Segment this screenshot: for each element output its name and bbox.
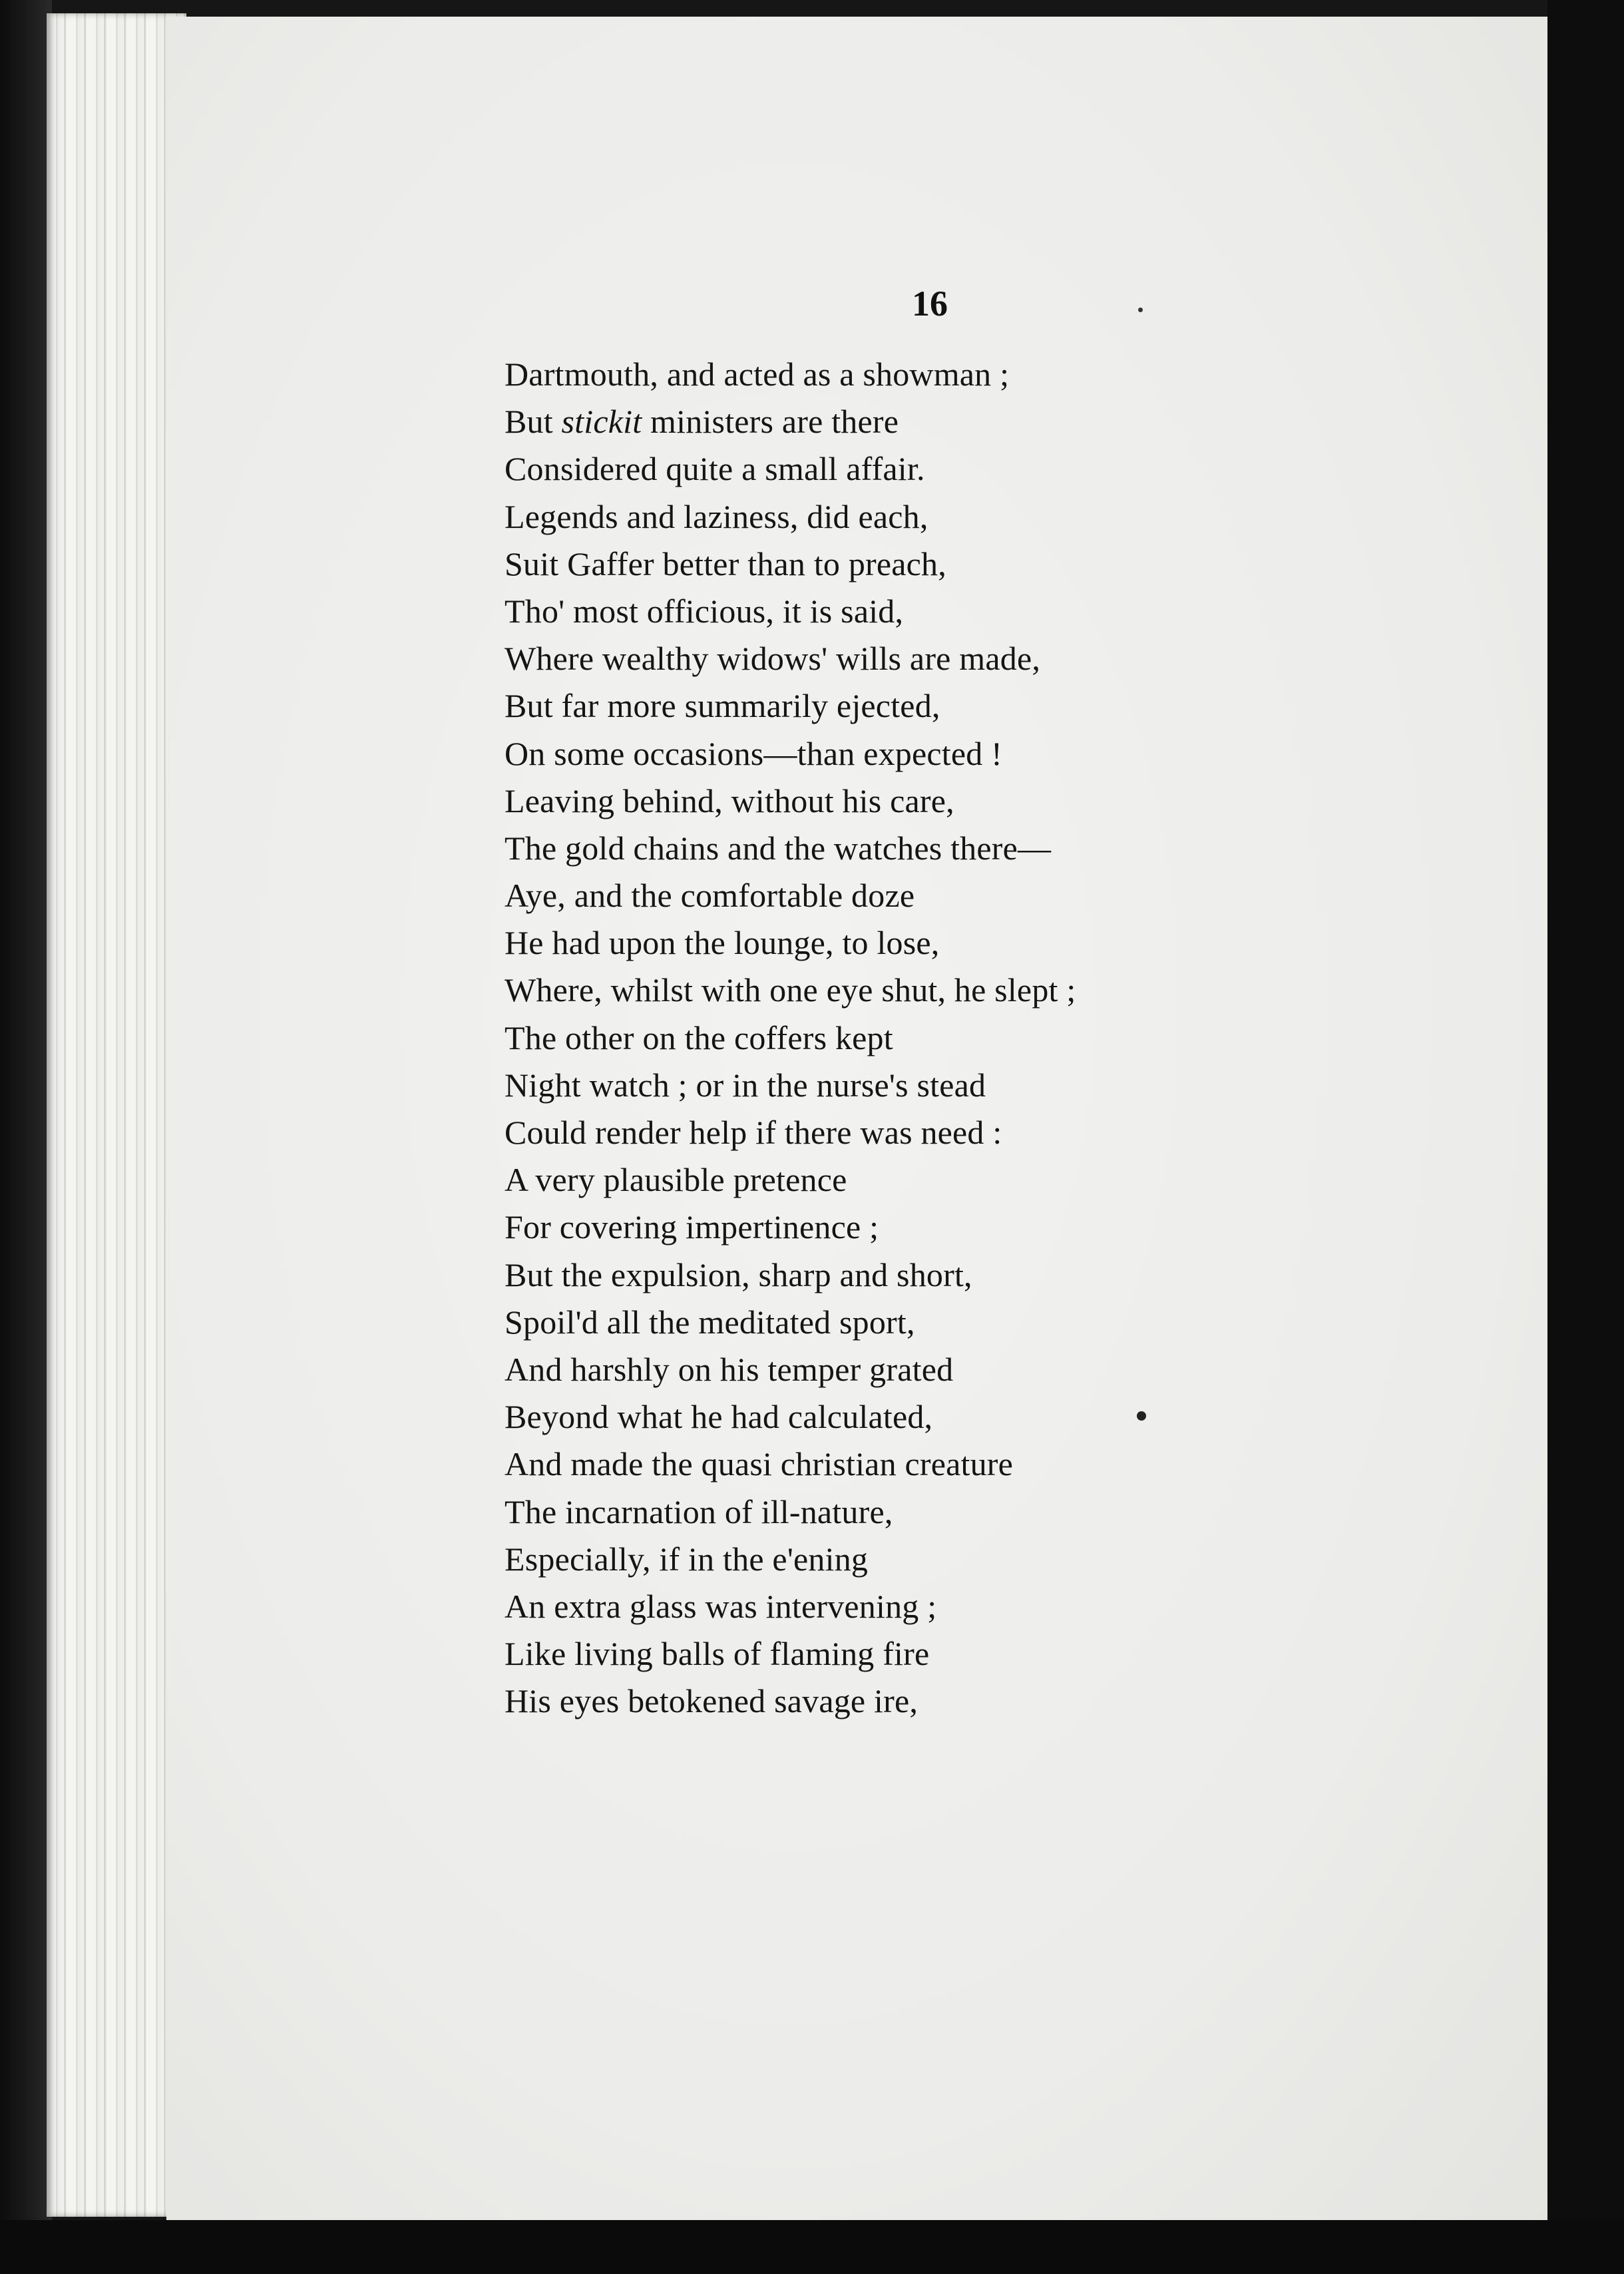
poem-line-part: ministers are there <box>642 403 899 441</box>
poem-line: Could render help if there was need : <box>505 1114 1002 1151</box>
poem-line: And made the quasi christian creature <box>505 1445 1014 1483</box>
poem-line: Beyond what he had calculated, <box>505 1398 933 1436</box>
poem-line: Legends and laziness, did each, <box>505 497 928 535</box>
poem-line <box>505 398 1370 445</box>
poem-line: The incarnation of ill-nature, <box>505 1492 893 1530</box>
scan-border-bottom <box>0 2220 1624 2274</box>
poem-line: His eyes betokened savage ire, <box>505 1682 918 1720</box>
scan-border-left <box>0 0 52 2274</box>
poem-line: The other on the coffers kept <box>505 1019 893 1056</box>
poem-line: An extra glass was intervening ; <box>505 1587 937 1625</box>
poem-line-italic: stickit <box>561 403 642 441</box>
poem-line: Where, whilst with one eye shut, he slept ; <box>505 971 1076 1009</box>
poem-line: Like living balls of flaming fire <box>505 1635 930 1673</box>
poem-line: On some occasions—than expected ! <box>505 734 1003 772</box>
poem-line: Night watch ; or in the nurse's stead <box>505 1066 986 1104</box>
poem-text <box>505 351 1370 1725</box>
poem-line: For covering impertinence ; <box>505 1208 879 1246</box>
ink-speck <box>1138 308 1143 312</box>
page-stack-edges <box>47 13 186 2217</box>
page-number: 16 <box>912 284 948 324</box>
poem-line: Where wealthy widows' wills are made, <box>505 640 1041 678</box>
poem-line: Suit Gaffer better than to preach, <box>505 545 946 582</box>
poem-line: Especially, if in the e'ening <box>505 1540 869 1578</box>
poem-line: Dartmouth, and acted as a showman ; <box>505 355 1010 393</box>
poem-line: But far more summarily ejected, <box>505 687 940 725</box>
poem-line: He had upon the lounge, to lose, <box>505 924 940 962</box>
scan-border-right <box>1547 0 1624 2274</box>
poem-line: Tho' most officious, it is said, <box>505 592 904 630</box>
poem-line: Considered quite a small affair. <box>505 450 925 488</box>
poem-line: Aye, and the comfortable doze <box>505 877 915 915</box>
poem-line: But the expulsion, sharp and short, <box>505 1255 972 1293</box>
poem-line: The gold chains and the watches there— <box>505 829 1052 867</box>
poem-line-part: But <box>505 403 562 441</box>
poem-line: Leaving behind, without his care, <box>505 782 954 819</box>
poem-line: Spoil'd all the meditated sport, <box>505 1303 915 1341</box>
poem-line: And harshly on his temper grated <box>505 1350 954 1388</box>
poem-line: A very plausible pretence <box>505 1161 847 1199</box>
